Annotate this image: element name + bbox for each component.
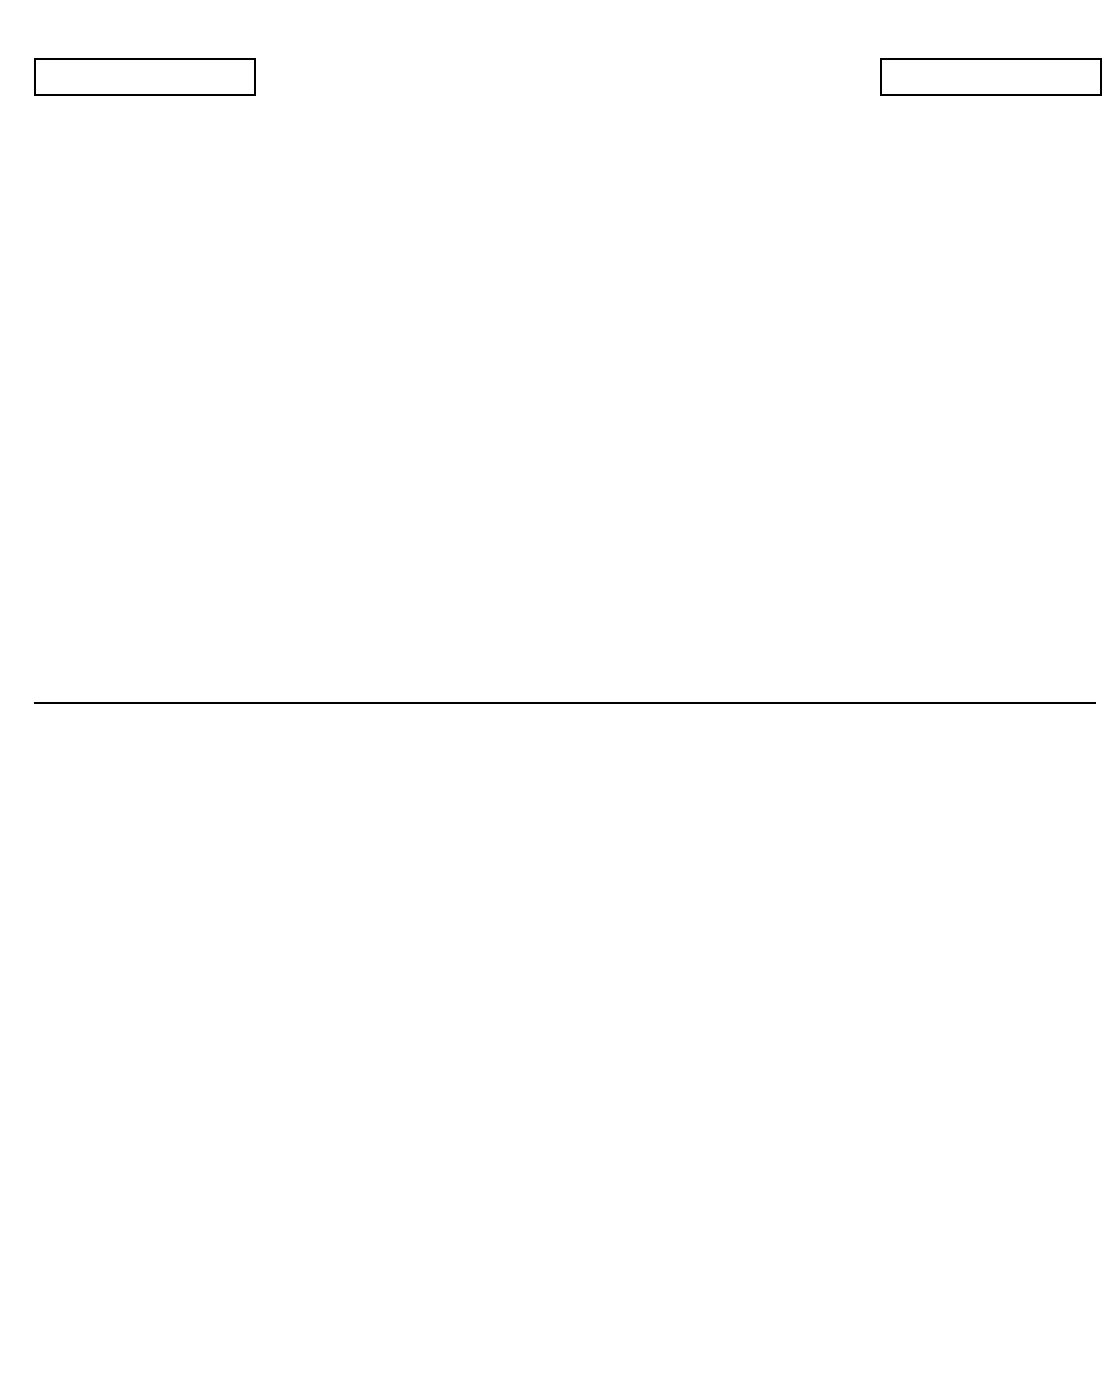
section-divider — [34, 702, 1096, 704]
page-footer — [40, 1300, 1070, 1320]
weather-report-right — [880, 58, 1102, 96]
national-stations-grid — [34, 708, 1096, 1296]
station-grid — [34, 100, 1096, 693]
weather-report-left — [34, 58, 256, 96]
